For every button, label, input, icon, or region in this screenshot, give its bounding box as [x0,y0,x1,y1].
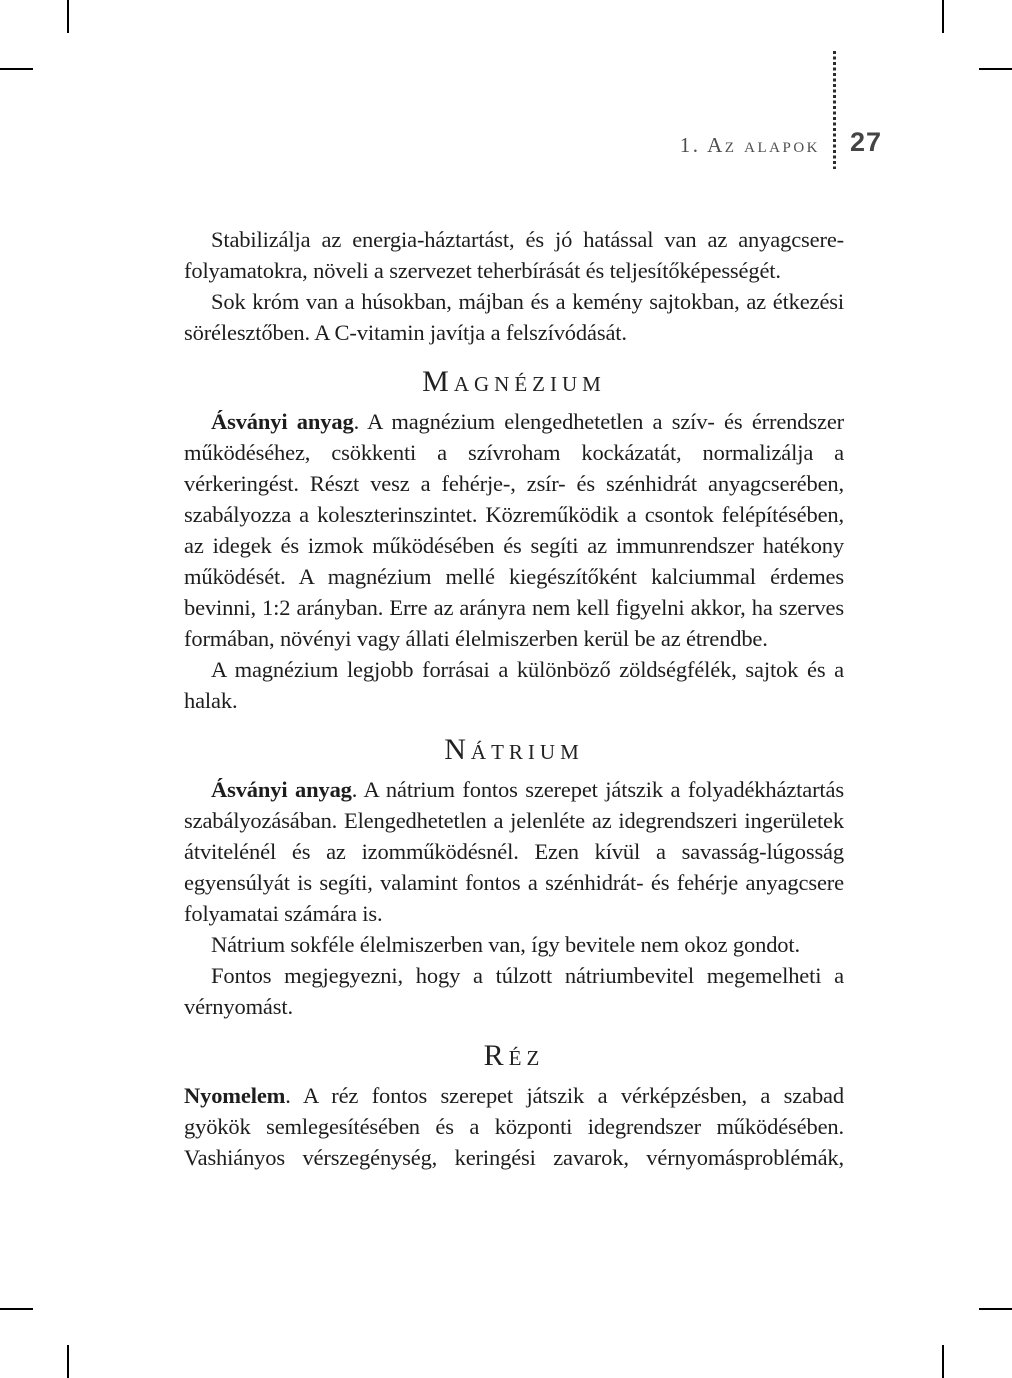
natrium-paragraph-2: Nátrium sokféle élelmiszerben van, így bevitele nem okoz gondot. [211,932,800,957]
paragraph-text: . A réz fontos szerepet játszik a vérképzésben, a szabad gyökök semlegesítésében és a központi idegrendszer működésében. Vashiányos vérszegénység, keringési zavarok, vérnyomásproblémák, [184,1083,844,1170]
section-magnezium [184,364,844,716]
section-heading-rez: Réz [483,1039,545,1072]
paragraph-lead-asvanyi-anyag: Ásványi anyag [211,409,354,434]
natrium-paragraph-1 [184,774,844,929]
magnezium-paragraph-2: A magnézium legjobb forrásai a különböző zöldségfélék, sajtok és a halak. [184,657,844,713]
rez-paragraph-1 [184,1080,844,1173]
crop-mark-bottom-left-vertical [67,1345,69,1378]
magnezium-paragraph-1 [184,406,844,654]
crop-mark-top-right-horizontal [979,68,1012,70]
running-header-chapter-title: 1. Az alapok [679,133,820,157]
header-dotted-divider [833,51,836,169]
paragraph-text: . A nátrium fontos szerepet játszik a folyadékháztartás szabályozásában. Elengedhetetlen a jelenléte az idegrendszeri ingerületek átvitelénél és az izomműködésnél. Ezen kívül a savasság-lúgosság egyensúlyát is segíti, valamint fontos a szénhidrát- és fehérje anyagcsere folyamatai számára is. [184,777,844,926]
paragraph-text: . A magnézium elengedhetetlen a szív- és érrendszer működéséhez, csökkenti a szívroham kockázatát, normalizálja a vérkeringést. Részt vesz a fehérje-, zsír- és szénhidrát anyagcserében, szabályozza a koleszterinszintet. Közreműködik a csontok felépítésében, az idegek és izmok működésében és segíti az immunrendszer hatékony működését. A magnézium mellé kiegészítőként kalciummal érdemes bevinni, 1:2 arányban. Erre az arányra nem kell figyelni akkor, ha szerves formában, növényi vagy állati élelmiszerben kerül be az étrendbe. [184,409,844,651]
crop-mark-top-left-horizontal [0,68,33,70]
text-column [184,224,844,1173]
paragraph-lead-asvanyi-anyag: Ásványi anyag [211,777,352,802]
section-natrium [184,732,844,1022]
page-number: 27 [850,127,883,157]
crop-mark-top-left-vertical [67,0,69,33]
paragraph-lead-nyomelem: Nyomelem [184,1083,286,1108]
section-heading-magnezium: Magnézium [422,365,606,398]
intro-paragraph-1: Stabilizálja az energia-háztartást, és jó hatással van az anyagcsere-folyamatokra, növeli a szervezet teherbírását és teljesítőképességét. [184,227,844,283]
intro-paragraph-2: Sok króm van a húsokban, májban és a kemény sajtokban, az étkezési sörélesztőben. A C-vitamin javítja a felszívódását. [184,289,844,345]
section-heading-natrium: Nátrium [444,733,584,766]
crop-mark-bottom-right-vertical [942,1345,944,1378]
crop-mark-top-right-vertical [942,0,944,33]
crop-mark-bottom-left-horizontal [0,1308,33,1310]
natrium-paragraph-3: Fontos megjegyezni, hogy a túlzott nátriumbevitel megemelheti a vérnyomást. [184,963,844,1019]
crop-mark-bottom-right-horizontal [979,1308,1012,1310]
section-rez [184,1038,844,1173]
